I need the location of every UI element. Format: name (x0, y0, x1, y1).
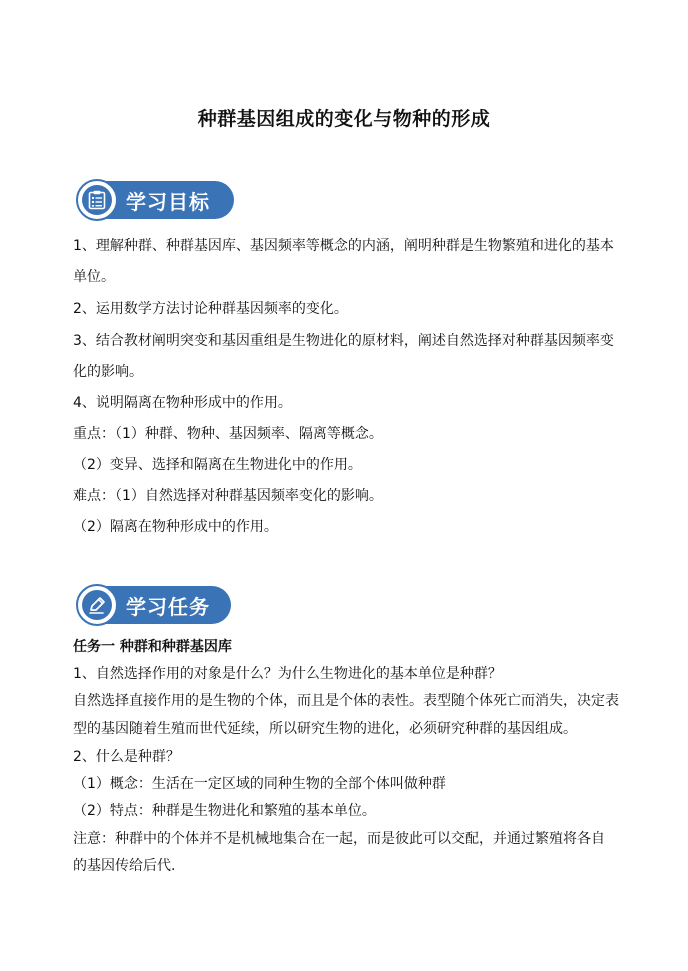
text-line: 注意：种群中的个体并不是机械地集合在一起，而是彼此可以交配，并通过繁殖将各自 (73, 831, 605, 847)
text-line: 3、结合教材阐明突变和基因重组是生物进化的原材料，阐述自然选择对种群基因频率变 (73, 333, 614, 349)
banner-circle (76, 179, 118, 221)
pencil-edit-icon (82, 590, 112, 620)
section-banner-learning-tasks (76, 584, 231, 626)
text-line: 1、理解种群、种群基因库、基因频率等概念的内涵，阐明种群是生物繁殖和进化的基本 (73, 238, 614, 254)
text-line: 2、运用数学方法讨论种群基因频率的变化。 (73, 301, 348, 317)
text-line: 2、什么是种群？ (73, 749, 180, 765)
text-line: 的基因传给后代. (73, 858, 176, 874)
text-line: （2）变异、选择和隔离在生物进化中的作用。 (73, 457, 362, 473)
clipboard-list-icon (82, 185, 112, 215)
text-line: 重点：（1）种群、物种、基因频率、隔离等概念。 (73, 426, 383, 442)
text-line: 化的影响。 (73, 364, 143, 380)
text-line: 难点：（1）自然选择对种群基因频率变化的影响。 (73, 488, 383, 504)
banner-label: 学习目标 (126, 190, 210, 214)
text-line: 4、说明隔离在物种形成中的作用。 (73, 395, 292, 411)
task-title: 任务一 种群和种群基因库 (73, 639, 232, 655)
text-line: （1）概念：生活在一定区域的同种生物的全部个体叫做种群 (73, 776, 446, 792)
section-banner-learning-goals (76, 179, 234, 221)
banner-label: 学习任务 (126, 595, 210, 619)
text-line: （2）隔离在物种形成中的作用。 (73, 519, 278, 535)
banner-circle (76, 584, 118, 626)
page-title: 种群基因组成的变化与物种的形成 (197, 108, 491, 130)
text-line: 1、自然选择作用的对象是什么？为什么生物进化的基本单位是种群？ (73, 666, 502, 682)
text-line: 型的基因随着生殖而世代延续，所以研究生物的进化，必须研究种群的基因组成。 (73, 721, 577, 737)
text-line: （2）特点：种群是生物进化和繁殖的基本单位。 (73, 803, 376, 819)
text-line: 自然选择直接作用的是生物的个体，而且是个体的表性。表型随个体死亡而消失，决定表 (73, 693, 619, 709)
text-line: 单位。 (73, 269, 115, 285)
